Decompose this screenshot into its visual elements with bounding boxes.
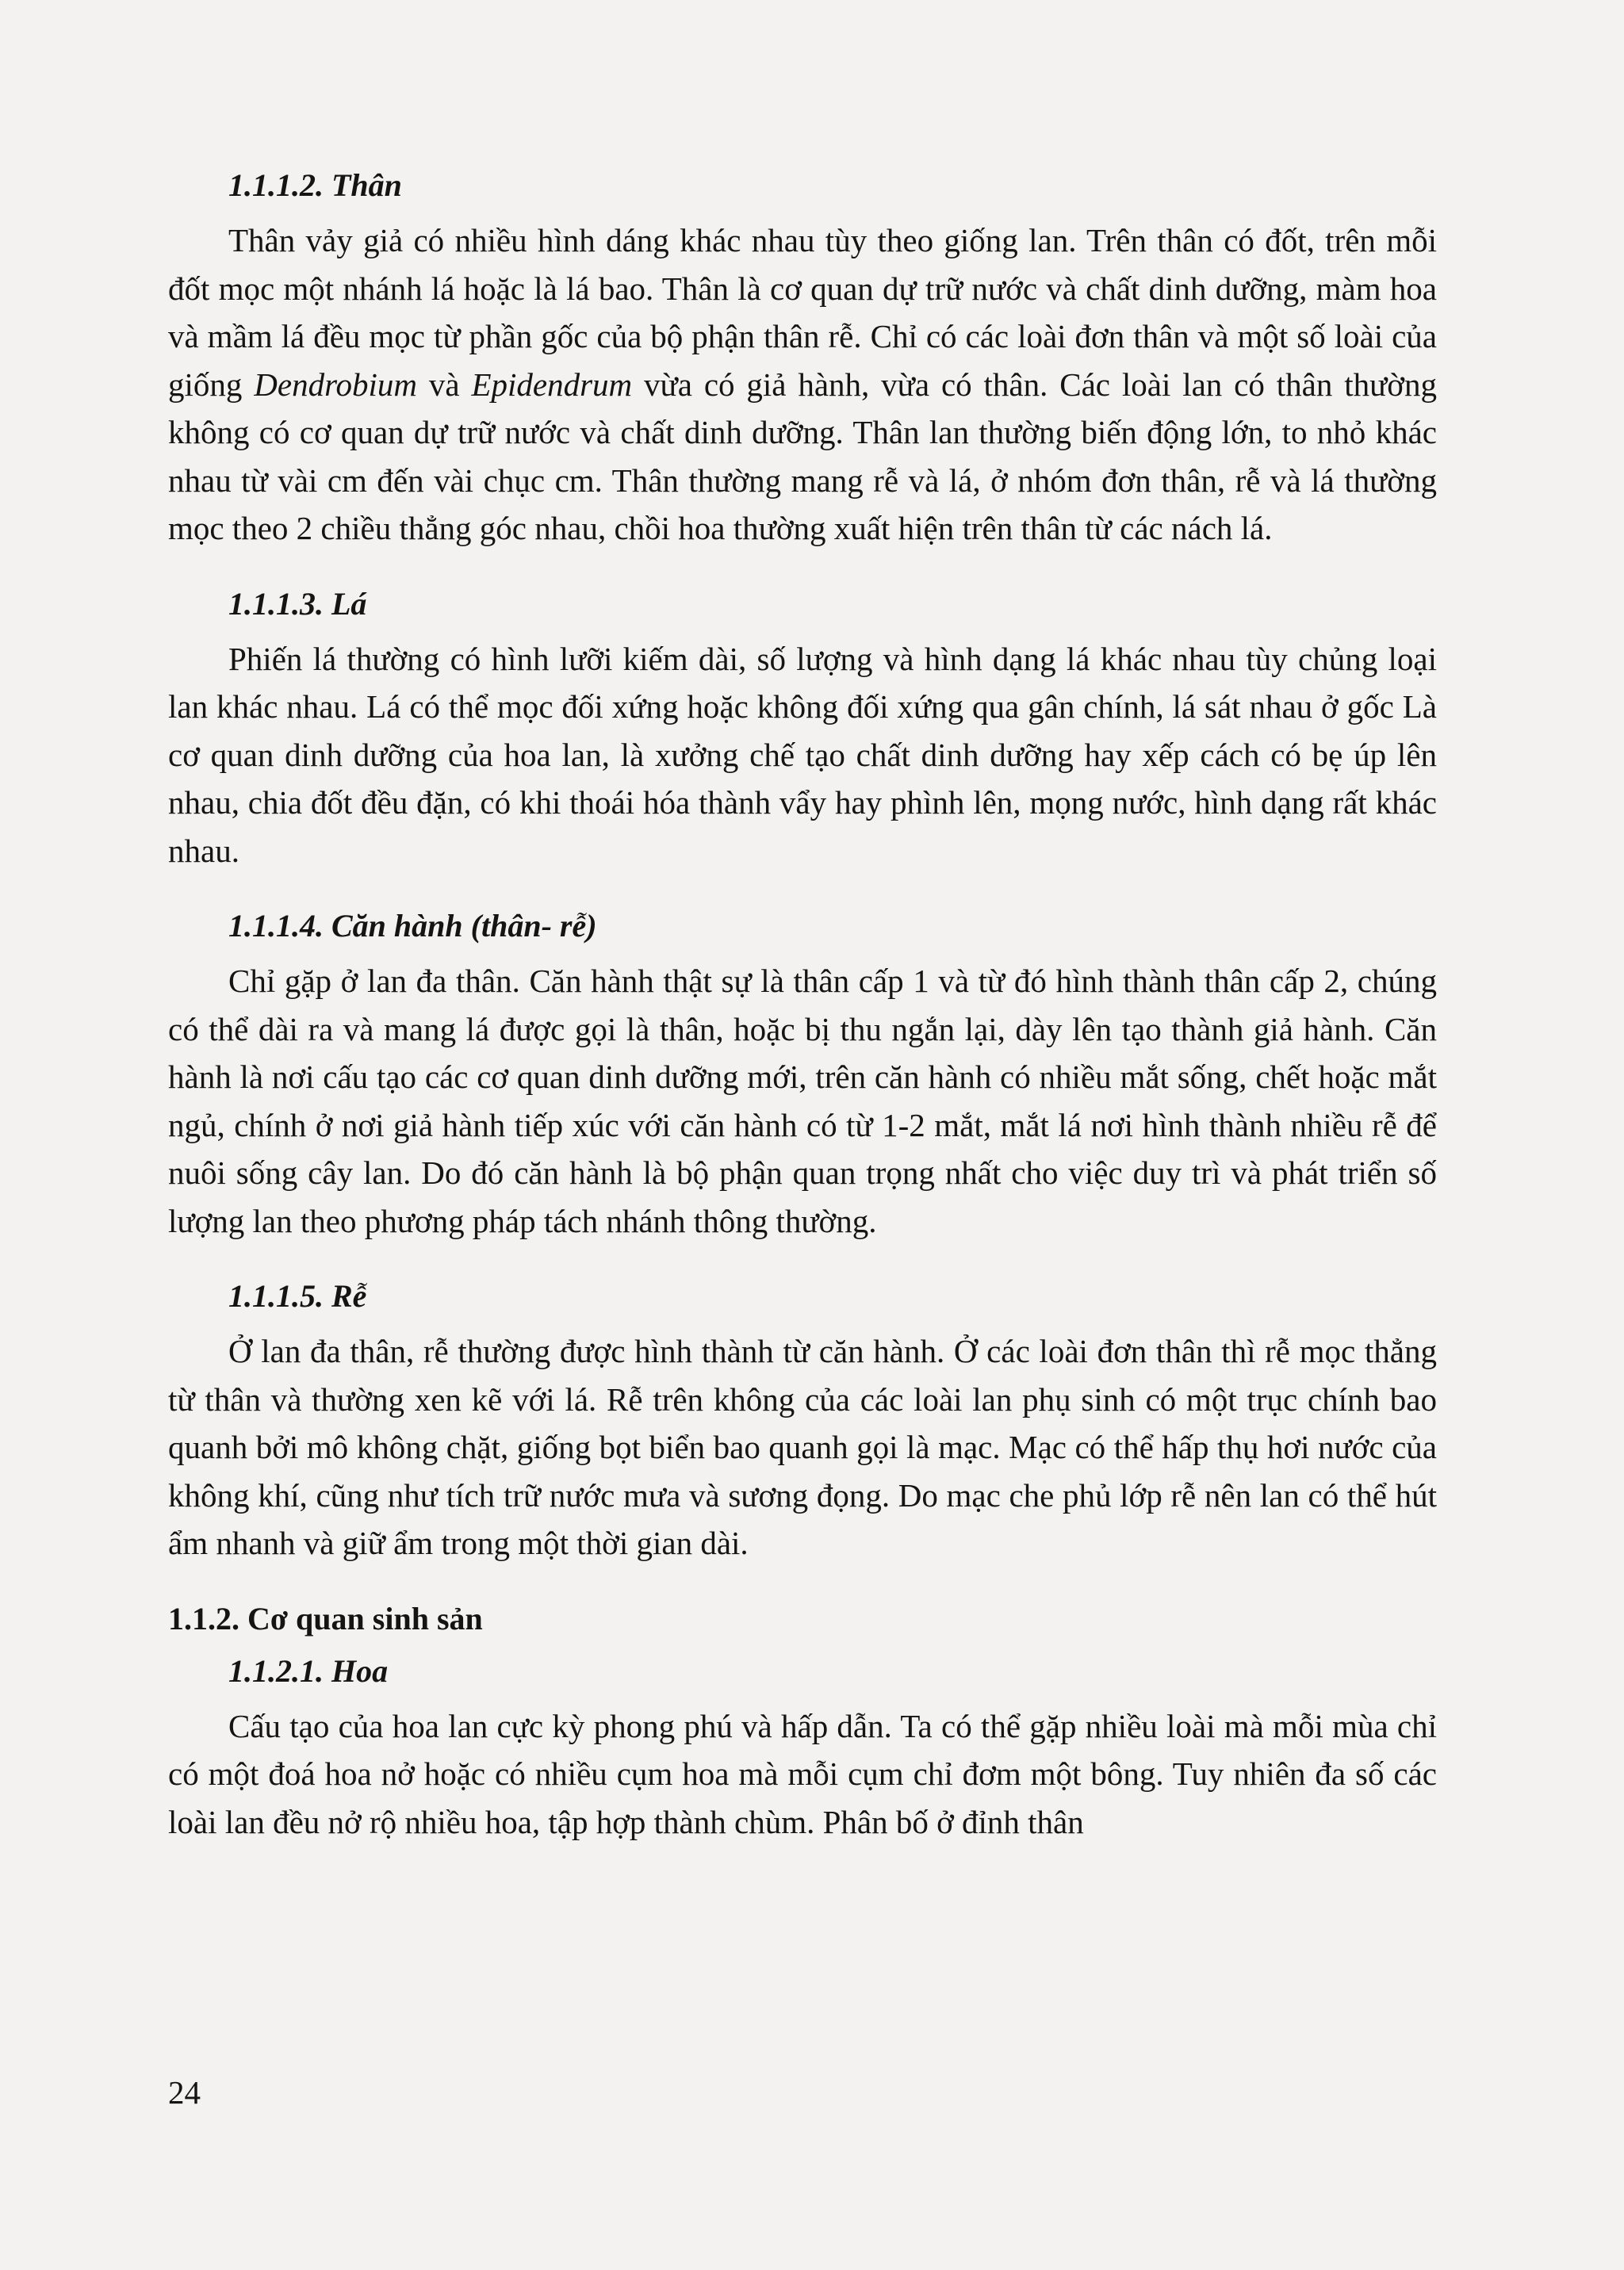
paragraph-re: Ở lan đa thân, rễ thường được hình thành từ căn hành. Ở các loài đơn thân thì rễ mọc thẳng từ thân và thường xen kẽ với lá. Rễ trên không của các loài lan phụ sinh có một trục chính bao quanh bởi mô không chặt, giống bọt biển bao quanh gọi là mạc. Mạc có thể hấp thụ hơi nước của không khí, cũng như tích trữ nước mưa và sương đọng. Do mạc che phủ lớp rễ nên lan có thể hút ẩm nhanh và giữ ẩm trong một thời gian dài. — [168, 1333, 1437, 1561]
page-number: 24 — [168, 2074, 201, 2111]
heading-1-1-1-3: 1.1.1.3. Lá — [228, 585, 367, 622]
genus-epidendrum: Epidendrum — [471, 366, 633, 403]
paragraph-can-hanh: Chỉ gặp ở lan đa thân. Căn hành thật sự là thân cấp 1 và từ đó hình thành thân cấp 2, chúng có thể dài ra và mang lá được gọi là thân, hoặc bị thu ngắn lại, dày lên tạo thành giả hành. Căn hành là nơi cấu tạo các cơ quan dinh dưỡng mới, trên căn hành có nhiều mắt sống, chết hoặc mắt ngủ, chính ở nơi giả hành tiếp xúc với căn hành có từ 1-2 mắt, mắt lá nơi hình thành nhiều rễ để nuôi sống cây lan. Do đó căn hành là bộ phận quan trọng nhất cho việc duy trì và phát triển số lượng lan theo phương pháp tách nhánh thông thường. — [168, 963, 1437, 1239]
genus-dendrobium: Dendrobium — [254, 366, 418, 403]
paragraph-than — [168, 216, 1437, 553]
paragraph-la: Phiến lá thường có hình lưỡi kiếm dài, số lượng và hình dạng lá khác nhau tùy chủng loại lan khác nhau. Lá có thể mọc đối xứng hoặc không đối xứng qua gân chính, lá sát nhau ở gốc Là cơ quan dinh dưỡng của hoa lan, là xưởng chế tạo chất dinh dưỡng hay xếp cách có bẹ úp lên nhau, chia đốt đều đặn, có khi thoái hóa thành vẩy hay phình lên, mọng nước, hình dạng rất khác nhau. — [168, 640, 1437, 869]
page-content — [168, 163, 1437, 1874]
heading-1-1-1-5: 1.1.1.5. Rễ — [228, 1278, 367, 1314]
heading-1-1-2: 1.1.2. Cơ quan sinh sản — [168, 1600, 483, 1636]
heading-1-1-1-4: 1.1.1.4. Căn hành (thân- rễ) — [228, 908, 597, 944]
heading-1-1-1-2: 1.1.1.2. Thân — [228, 167, 402, 203]
paragraph-than-part-a: Thân vảy giả có nhiều hình dáng khác nhau tùy theo giống lan. Trên thân có đốt, trên mỗi đốt mọc một nhánh lá hoặc là lá bao. Thân là cơ quan dự trữ nước và chất dinh dưỡng, màm hoa và mầm lá đều mọc từ phần gốc của bộ phận thân rễ. Chỉ có các loài đơn thân và một số loài của giống — [168, 222, 1437, 403]
paragraph-than-part-c: vừa có giả hành, vừa có thân. Các loài lan có thân thường không có cơ quan dự trữ nước và chất dinh dưỡng. Thân lan thường biến động lớn, to nhỏ khác nhau từ vài cm đến vài chục cm. Thân thường mang rễ và lá, ở nhóm đơn thân, rễ và lá thường mọc theo 2 chiều thẳng góc nhau, chồi hoa thường xuất hiện trên thân từ các nách lá. — [168, 366, 1437, 546]
paragraph-hoa: Cấu tạo của hoa lan cực kỳ phong phú và hấp dẫn. Ta có thể gặp nhiều loài mà mỗi mùa chỉ có một đoá hoa nở hoặc có nhiều cụm hoa mà mỗi cụm chỉ đơm một bông. Tuy nhiên đa số các loài lan đều nở rộ nhiều hoa, tập hợp thành chùm. Phân bố ở đỉnh thân — [168, 1707, 1437, 1840]
paragraph-than-part-b: và — [417, 366, 472, 403]
heading-1-1-2-1: 1.1.2.1. Hoa — [228, 1652, 389, 1689]
